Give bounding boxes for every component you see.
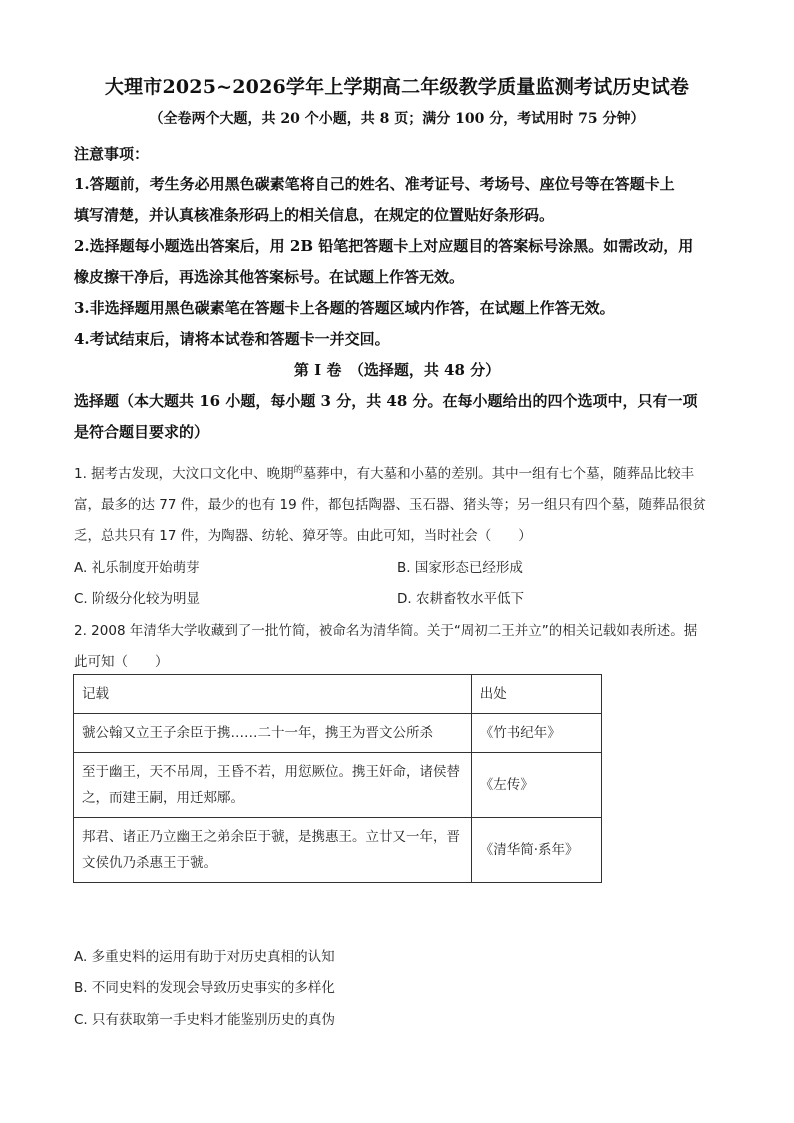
- table-row: [74, 753, 602, 818]
- table-cell-source: 《清华简·系年》: [471, 818, 601, 883]
- option-b[interactable]: B. 国家形态已经形成: [397, 560, 523, 576]
- question-1-text: 富，最多的达 77 件，最少的也有 19 件，都包括陶器、玉石器、猪头等；另一组只有四个墓，随葬品很贫: [74, 497, 707, 513]
- notice-line: 2.选择题每小题选出答案后，用 2B 铅笔把答题卡上对应题目的答案标号涂黑。如需改动，用: [74, 237, 694, 255]
- option-a[interactable]: A. 多重史料的运用有助于对历史真相的认知: [74, 949, 335, 965]
- question-2-text: 此可知（ ）: [74, 654, 169, 670]
- notice-heading: 注意事项：: [74, 145, 150, 163]
- table-header: 出处: [471, 675, 601, 714]
- table-header-row: [74, 675, 602, 714]
- section-heading: 第 Ⅰ 卷 （选择题，共 48 分）: [293, 361, 501, 379]
- table-row: [74, 714, 602, 753]
- page-subtitle: （全卷两个大题，共 20 个小题，共 8 页；满分 100 分，考试用时 75 分钟）: [149, 111, 645, 127]
- source-table: [73, 674, 602, 883]
- option-a[interactable]: A. 礼乐制度开始萌芽: [74, 560, 200, 576]
- table-row: [74, 818, 602, 883]
- section-instructions: 是符合题目要求的）: [74, 423, 210, 441]
- option-d[interactable]: D. 农耕畜牧水平低下: [397, 591, 524, 607]
- question-1-text: 墓葬中，有大墓和小墓的差别。其中一组有七个墓，随葬品比较丰: [302, 466, 695, 482]
- notice-line: 1.答题前，考生务必用黑色碳素笔将自己的姓名、准考证号、考场号、座位号等在答题卡上: [74, 175, 675, 193]
- notice-line: 橡皮擦干净后，再选涂其他答案标号。在试题上作答无效。: [74, 268, 465, 286]
- table-cell-record: 至于幽王，天不吊周，王昏不若，用愆厥位。携王奸命，诸侯替之，而建王嗣，用迁郏鄏。: [74, 753, 472, 818]
- question-1-text: 1. 据考古发现，大汶口文化中、晚期: [74, 466, 294, 482]
- table-cell-source: 《竹书纪年》: [471, 714, 601, 753]
- notice-line: 3.非选择题用黑色碳素笔在答题卡上各题的答题区域内作答，在试题上作答无效。: [74, 299, 615, 317]
- option-b[interactable]: B. 不同史料的发现会导致历史事实的多样化: [74, 980, 335, 996]
- table-header: 记载: [74, 675, 472, 714]
- option-c[interactable]: C. 阶级分化较为明显: [74, 591, 201, 607]
- table-cell-source: 《左传》: [471, 753, 601, 818]
- question-1-text: 乏，总共只有 17 件，为陶器、纺轮、獐牙等。由此可知，当时社会（ ）: [74, 528, 532, 544]
- page-title: 大理市2025~2026学年上学期高二年级教学质量监测考试历史试卷: [104, 76, 690, 98]
- section-instructions: 选择题（本大题共 16 小题，每小题 3 分，共 48 分。在每小题给出的四个选项中，只有一项: [74, 392, 698, 410]
- option-c[interactable]: C. 只有获取第一手史料才能鉴别历史的真伪: [74, 1012, 336, 1028]
- question-1-stem: [74, 462, 694, 482]
- table-cell-record: 邦君、诸正乃立幽王之弟余臣于虢，是携惠王。立廿又一年，晋文侯仇乃杀惠王于虢。: [74, 818, 472, 883]
- table-cell-record: 虢公翰又立王子余臣于携……二十一年，携王为晋文公所杀: [74, 714, 472, 753]
- notice-line: 填写清楚，并认真核准条形码上的相关信息，在规定的位置贴好条形码。: [74, 206, 555, 224]
- inline-mark: 的: [293, 465, 303, 476]
- notice-line: 4.考试结束后，请将本试卷和答题卡一并交回。: [74, 330, 390, 348]
- question-2-text: 2. 2008 年清华大学收藏到了一批竹简，被命名为清华简。关于“周初二王并立”的相关记载如表所述。据: [74, 623, 698, 639]
